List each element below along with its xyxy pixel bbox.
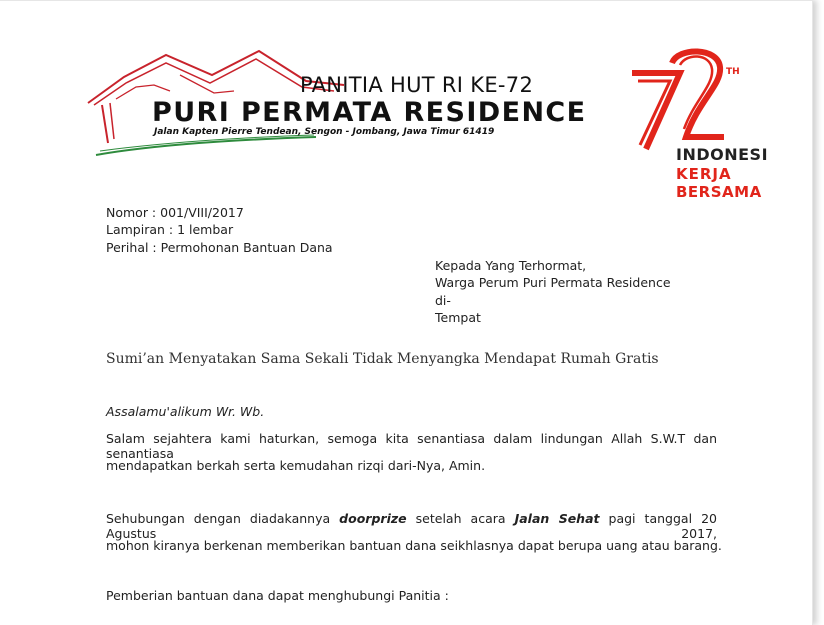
recipient-place: Tempat <box>435 310 481 325</box>
recipient-salutation: Kepada Yang Terhormat, <box>435 258 587 273</box>
anniversary-line-kerja: KERJA <box>676 165 732 183</box>
letterhead-address: Jalan Kapten Pierre Tendean, Sengon - Jombang, Jawa Timur 61419 <box>154 127 495 137</box>
p2-text-c: pagi tanggal 20 Agustus 2017, <box>106 511 717 541</box>
p2-text-b: setelah acara <box>406 511 515 526</box>
p2-doorprize: doorprize <box>339 511 407 526</box>
paragraph-1-line-2: mendapatkan berkah serta kemudahan rizqi dari-Nya, Amin. <box>106 458 486 473</box>
recipient-di: di- <box>435 293 451 308</box>
p2-jalan-sehat: Jalan Sehat <box>514 511 600 526</box>
letter-attachment: Lampiran : 1 lembar <box>106 222 234 237</box>
paragraph-2-line-2: mohon kiranya berkenan memberikan bantuan dana seikhlasnya dapat berupa uang atau barang. <box>106 538 722 553</box>
anniversary-line-bersama: BERSAMA <box>676 183 762 201</box>
anniversary-72-logo <box>628 41 778 201</box>
residence-name: PURI PERMATA RESIDENCE <box>152 97 587 128</box>
letter-number: Nomor : 001/VIII/2017 <box>106 205 244 220</box>
inserted-headline: Sumi’an Menyatakan Sama Sekali Tidak Menyangka Mendapat Rumah Gratis <box>106 351 659 367</box>
greeting: Assalamu'alikum Wr. Wb. <box>106 404 265 419</box>
letter-subject: Perihal : Permohonan Bantuan Dana <box>106 240 333 255</box>
paragraph-3: Pemberian bantuan dana dapat menghubungi Panitia : <box>106 588 449 603</box>
paragraph-2-line-1 <box>106 511 717 541</box>
p2-text-a: Sehubungan dengan diadakannya <box>106 511 340 526</box>
recipient-name: Warga Perum Puri Permata Residence <box>435 275 671 290</box>
paragraph-1-line-1: Salam sejahtera kami haturkan, semoga kita senantiasa dalam lindungan Allah S.W.T dan senantiasa <box>106 431 717 461</box>
seventy-two-icon <box>628 41 728 151</box>
letterhead-logo <box>84 47 587 159</box>
anniversary-suffix: TH <box>726 67 740 77</box>
committee-title: PANITIA HUT RI KE-72 <box>300 73 534 97</box>
anniversary-line-indonesia: INDONESI <box>676 145 769 164</box>
